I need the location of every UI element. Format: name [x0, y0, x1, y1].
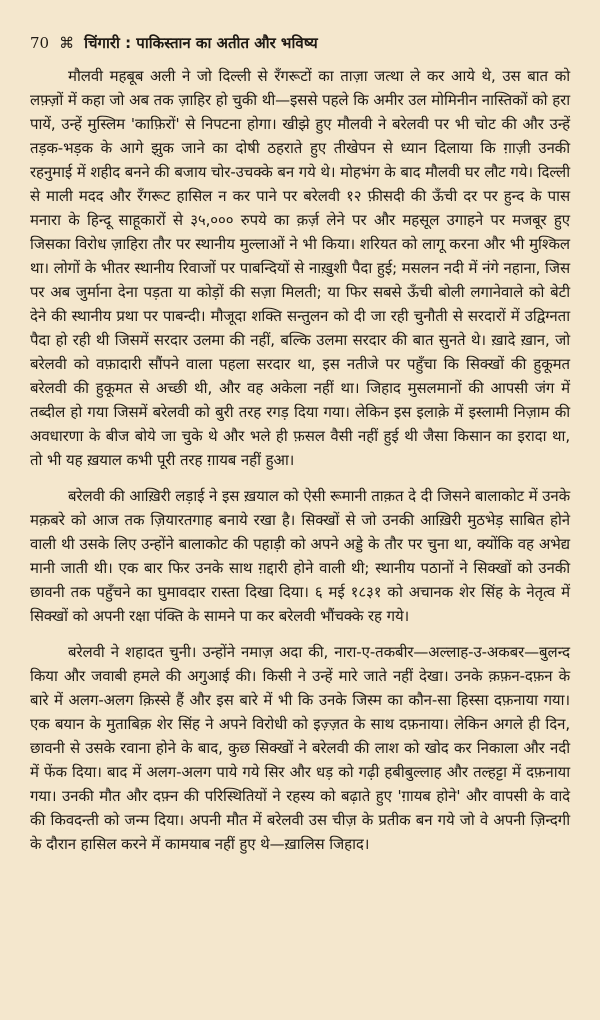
ornament-icon: ⌘: [59, 34, 75, 52]
running-header: [30, 30, 570, 56]
body-text: [30, 64, 570, 856]
paragraph-2: बरेलवी की आख़िरी लड़ाई ने इस ख़याल को ऐसी रूमानी ताक़त दे दी जिसने बालाकोट में उनके मक़बरे को आज तक ज़ियारतगाह बनाये रखा है। सिक्खों से जो उनकी आख़िरी मुठभेड़ साबित होने वाली थी उसके लिए उन्होंने बालाकोट की पहाड़ी को अपने अड्डे के तौर पर चुना था, क्योंकि वह अभेद्य मानी जाती थी। एक बार फिर उनके साथ ग़द्दारी होने वाली थी; स्थानीय पठानों ने सिक्खों को उनकी छावनी तक पहुँचने का घुमावदार रास्ता दिखा दिया। ६ मई १८३१ को अचानक शेर सिंह के नेतृत्व में सिक्खों को अपनी रक्षा पंक्ति के सामने पा कर बरेलवी भौंचक्के रह गये।: [30, 487, 570, 625]
running-title: चिंगारी : पाकिस्तान का अतीत और भविष्य: [84, 34, 318, 52]
paragraph-1: मौलवी महबूब अली ने जो दिल्ली से रँगरूटों का ताज़ा जत्था ले कर आये थे, उस बात को लफ़्ज़ों में कहा जो अब तक ज़ाहिर हो चुकी थी—इससे पहले कि अमीर उल मोमिनीन नास्तिकों को हरा पायें, उन्हें मुस्लिम 'काफ़िरों' से निपटना होगा। खीझे हुए मौलवी ने बरेलवी पर भी चोट की और उन्हें तड़क-भड़क के आगे झुक जाने का दोषी ठहराते हुए तीखेपन से ध्यान दिलाया कि ग़ाज़ी उनकी रहनुमाई में शहीद बनने की बजाय चोर-उचक्के बन गये थे। मोहभंग के बाद मौलवी घर लौट गये। दिल्ली से माली मदद और रँगरूट हासिल न कर पाने पर बरेलवी १२ फ़ीसदी की ऊँची दर पर हुन्द के पास मनारा के हिन्दू साहूकारों से ३५,००० रुपये का क़र्ज़ लेने पर और महसूल उगाहने पर मजबूर हुए जिसका विरोध ज़ाहिरा तौर पर स्थानीय मुल्लाओं ने भी किया। शरियत को लागू करना और भी मुश्किल था। लोगों के भीतर स्थानीय रिवाजों पर पाबन्दियों से नाख़ुशी पैदा हुई; मसलन नदी में नंगे नहाना, जिस पर अब जुर्माना देना पड़ता या कोड़ों की सज़ा मिलती; या फिर सबसे ऊँची बोली लगानेवाले को बेटी देने की स्थानीय प्रथा पर पाबन्दी। मौजूदा शक्ति सन्तुलन को दी जा रही चुनौती से सरदारों में उद्विग्नता पैदा हो रही थी जिसमें सरदार उलमा की नहीं, बल्कि उलमा सरदार की बात सुनते थे। ख़ादे ख़ान, जो बरेलवी को वफ़ादारी सौंपने वाला पहला सरदार था, इस नतीजे पर पहुँचा कि सिक्खों की हुकूमत बरेलवी की हुकूमत से अच्छी थी, और वह अकेला नहीं था। जिहाद मुसलमानों की आपसी जंग में तब्दील हो गया जिसमें बरेलवी को बुरी तरह रगड़ दिया गया। लेकिन इस इलाक़े में इस्लामी निज़ाम की अवधारणा के बीज बोये जा चुके थे और भले ही फ़सल वैसी नहीं हुई थी जैसा किसान का इरादा था, तो भी यह ख़याल कभी पूरी तरह ग़ायब नहीं हुआ।: [30, 67, 570, 469]
page-number: 70: [30, 34, 50, 52]
paragraph-3: बरेलवी ने शहादत चुनी। उन्होंने नमाज़ अदा की, नारा-ए-तकबीर—अल्लाह-उ-अकबर—बुलन्द किया और जवाबी हमले की अगुआई की। किसी ने उन्हें मारे जाते नहीं देखा। उनके क़फ़न-दफ़न के बारे में अलग-अलग क़िस्से हैं और इस बारे में भी कि उनके जिस्म का कौन-सा हिस्सा दफ़नाया गया। एक बयान के मुताबिक़ शेर सिंह ने अपने विरोधी को इज़्ज़त के साथ दफ़नाया। लेकिन अगले ही दिन, छावनी से उसके रवाना होने के बाद, कुछ सिक्खों ने बरेलवी की लाश को खोद कर निकाला और नदी में फेंक दिया। बाद में अलग-अलग पाये गये सिर और धड़ को गढ़ी हबीबुल्लाह और तल्हट्टा में दफ़नाया गया। उनकी मौत और दफ़्न की परिस्थितियों ने रहस्य को बढ़ाते हुए 'ग़ायब होने' और वापसी के वादे की किवदन्ती को जन्म दिया। अपनी मौत में बरेलवी उस चीज़ के प्रतीक बन गये जो वे अपनी ज़िन्दगी के दौरान हासिल करने में कामयाब नहीं हुए थे—ख़ालिस जिहाद।: [30, 643, 570, 853]
